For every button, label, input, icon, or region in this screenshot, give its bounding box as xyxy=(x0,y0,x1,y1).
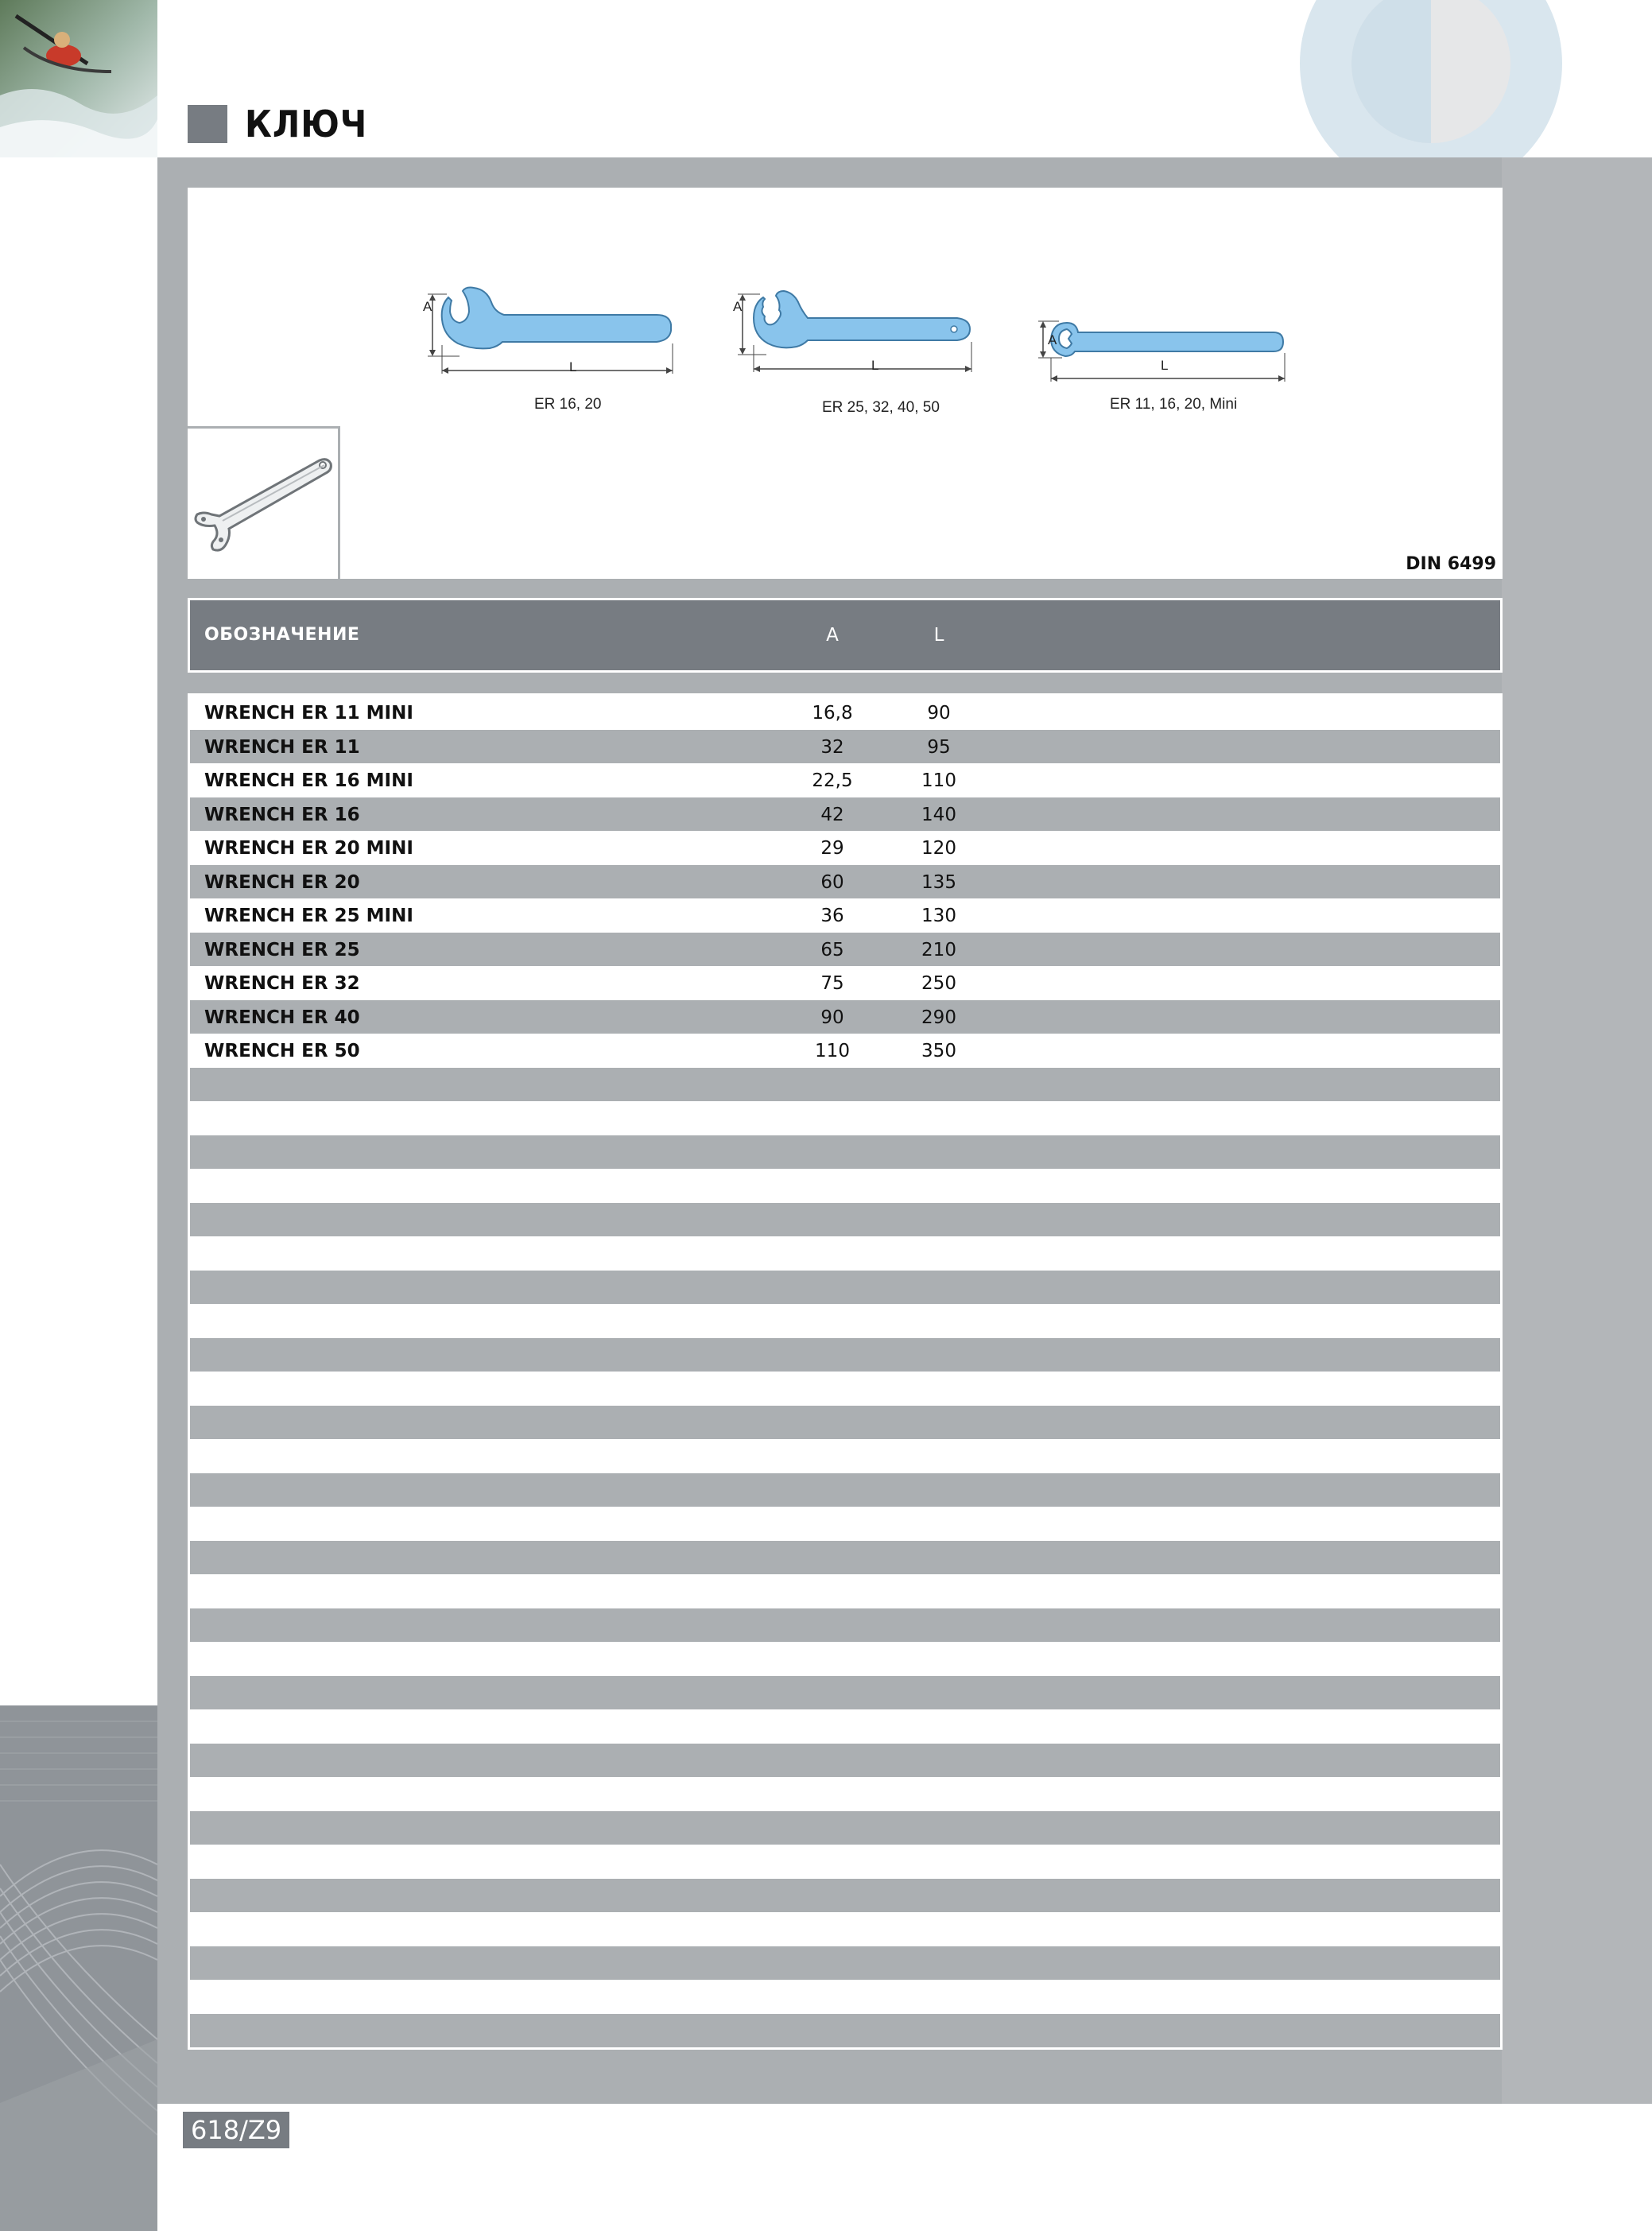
table-cell-l: 90 xyxy=(927,703,951,724)
table-cell-a: 32 xyxy=(820,736,844,758)
table-row xyxy=(190,966,1500,1000)
empty-table-row xyxy=(190,1946,1500,1981)
empty-table-row xyxy=(190,1439,1500,1473)
empty-table-row xyxy=(190,1338,1500,1372)
drawing-caption: ER 16, 20 xyxy=(534,396,602,413)
empty-table-row xyxy=(190,1676,1500,1710)
empty-table-row xyxy=(190,2014,1500,2048)
dim-a-label: A xyxy=(733,299,743,314)
title-marker xyxy=(188,105,227,143)
drawing-caption: ER 25, 32, 40, 50 xyxy=(822,399,940,416)
empty-table-row xyxy=(190,1879,1500,1913)
decorative-waves xyxy=(0,1705,157,2231)
dim-l-label: L xyxy=(1161,358,1169,373)
table-cell-l: 140 xyxy=(921,804,956,825)
table-cell-a: 60 xyxy=(820,871,844,893)
page-number: 618/Z9 xyxy=(183,2112,289,2148)
table-cell-l: 120 xyxy=(921,838,956,859)
table-cell-name: WRENCH ER 25 MINI xyxy=(204,906,413,926)
table-cell-l: 350 xyxy=(921,1041,956,1061)
empty-table-row xyxy=(190,1980,1500,2014)
empty-table-row xyxy=(190,1169,1500,1203)
empty-table-row xyxy=(190,1811,1500,1845)
wrench-photo-icon xyxy=(188,429,338,579)
table-cell-a: 22,5 xyxy=(812,770,853,791)
table-cell-a: 110 xyxy=(815,1041,850,1061)
table-cell-name: WRENCH ER 11 xyxy=(204,736,360,758)
empty-table-row xyxy=(190,1101,1500,1135)
table-cell-a: 75 xyxy=(820,973,844,994)
table-cell-name: WRENCH ER 20 xyxy=(204,871,360,893)
empty-table-row xyxy=(190,1304,1500,1338)
header-l: L xyxy=(933,625,944,646)
empty-table-row xyxy=(190,1912,1500,1946)
table-row xyxy=(190,797,1500,832)
dim-l-label: L xyxy=(569,359,577,374)
empty-table-row xyxy=(190,1406,1500,1440)
empty-table-row xyxy=(190,1574,1500,1608)
drawing-caption: ER 11, 16, 20, Mini xyxy=(1110,396,1238,413)
wrench-drawing-er11-mini xyxy=(1035,307,1305,394)
empty-table-row xyxy=(190,1135,1500,1170)
table-cell-l: 110 xyxy=(921,770,956,791)
wrench-drawing-er16-20 xyxy=(418,283,688,394)
table-cell-name: WRENCH ER 16 MINI xyxy=(204,770,413,791)
table-cell-l: 135 xyxy=(921,871,956,893)
table-cell-name: WRENCH ER 40 xyxy=(204,1007,360,1028)
table-cell-name: WRENCH ER 25 xyxy=(204,939,360,960)
frame-right-band xyxy=(1502,157,1652,2104)
corner-photo xyxy=(0,0,157,157)
table-body xyxy=(188,693,1503,2050)
wrench-drawing-er25-50 xyxy=(728,286,999,398)
empty-table-row xyxy=(190,1236,1500,1271)
table-cell-a: 90 xyxy=(820,1007,844,1028)
water-photo-icon xyxy=(0,0,157,157)
empty-table-row xyxy=(190,1642,1500,1676)
empty-table-row xyxy=(190,1068,1500,1102)
drawing-panel xyxy=(188,188,1503,579)
dim-l-label: L xyxy=(871,358,879,373)
empty-table-row xyxy=(190,1608,1500,1643)
table-cell-l: 210 xyxy=(921,939,956,960)
waves-icon xyxy=(0,1705,157,2231)
header-a: A xyxy=(826,625,839,646)
empty-table-row xyxy=(190,1372,1500,1406)
table-cell-a: 36 xyxy=(820,906,844,926)
table-row xyxy=(190,696,1500,730)
ring-icon xyxy=(1288,0,1574,157)
table-row xyxy=(190,1034,1500,1068)
table-cell-name: WRENCH ER 20 MINI xyxy=(204,838,413,859)
empty-table-row xyxy=(190,1541,1500,1575)
table-cell-name: WRENCH ER 50 xyxy=(204,1041,360,1061)
empty-table-row xyxy=(190,1845,1500,1879)
empty-table-row xyxy=(190,1507,1500,1541)
table-row xyxy=(190,898,1500,933)
header-designation: ОБОЗНАЧЕНИЕ xyxy=(204,625,360,645)
table-row xyxy=(190,730,1500,764)
dim-a-label: A xyxy=(1048,332,1057,347)
table-cell-a: 16,8 xyxy=(812,703,853,724)
empty-table-row xyxy=(190,1473,1500,1507)
standard-label: DIN 6499 xyxy=(1406,554,1496,574)
table-cell-name: WRENCH ER 11 MINI xyxy=(204,703,413,724)
table-cell-name: WRENCH ER 16 xyxy=(204,804,360,825)
table-row xyxy=(190,1000,1500,1034)
table-cell-name: WRENCH ER 32 xyxy=(204,973,360,994)
empty-table-row xyxy=(190,1709,1500,1744)
table-cell-l: 95 xyxy=(927,736,951,758)
table-row xyxy=(190,865,1500,899)
empty-table-row xyxy=(190,1777,1500,1811)
empty-table-row xyxy=(190,1744,1500,1778)
empty-table-row xyxy=(190,1271,1500,1305)
table-cell-l: 250 xyxy=(921,973,956,994)
table-row xyxy=(190,933,1500,967)
decorative-ring xyxy=(1288,0,1574,157)
table-cell-l: 290 xyxy=(921,1007,956,1028)
table-row xyxy=(190,831,1500,865)
table-cell-l: 130 xyxy=(921,906,956,926)
empty-table-row xyxy=(190,1203,1500,1237)
dim-a-label: A xyxy=(423,299,432,314)
table-cell-a: 29 xyxy=(820,838,844,859)
page-title: КЛЮЧ xyxy=(245,103,368,146)
table-cell-a: 65 xyxy=(820,939,844,960)
table-header xyxy=(188,598,1503,673)
table-cell-a: 42 xyxy=(820,804,844,825)
table-row xyxy=(190,763,1500,797)
product-thumbnail xyxy=(188,426,340,579)
